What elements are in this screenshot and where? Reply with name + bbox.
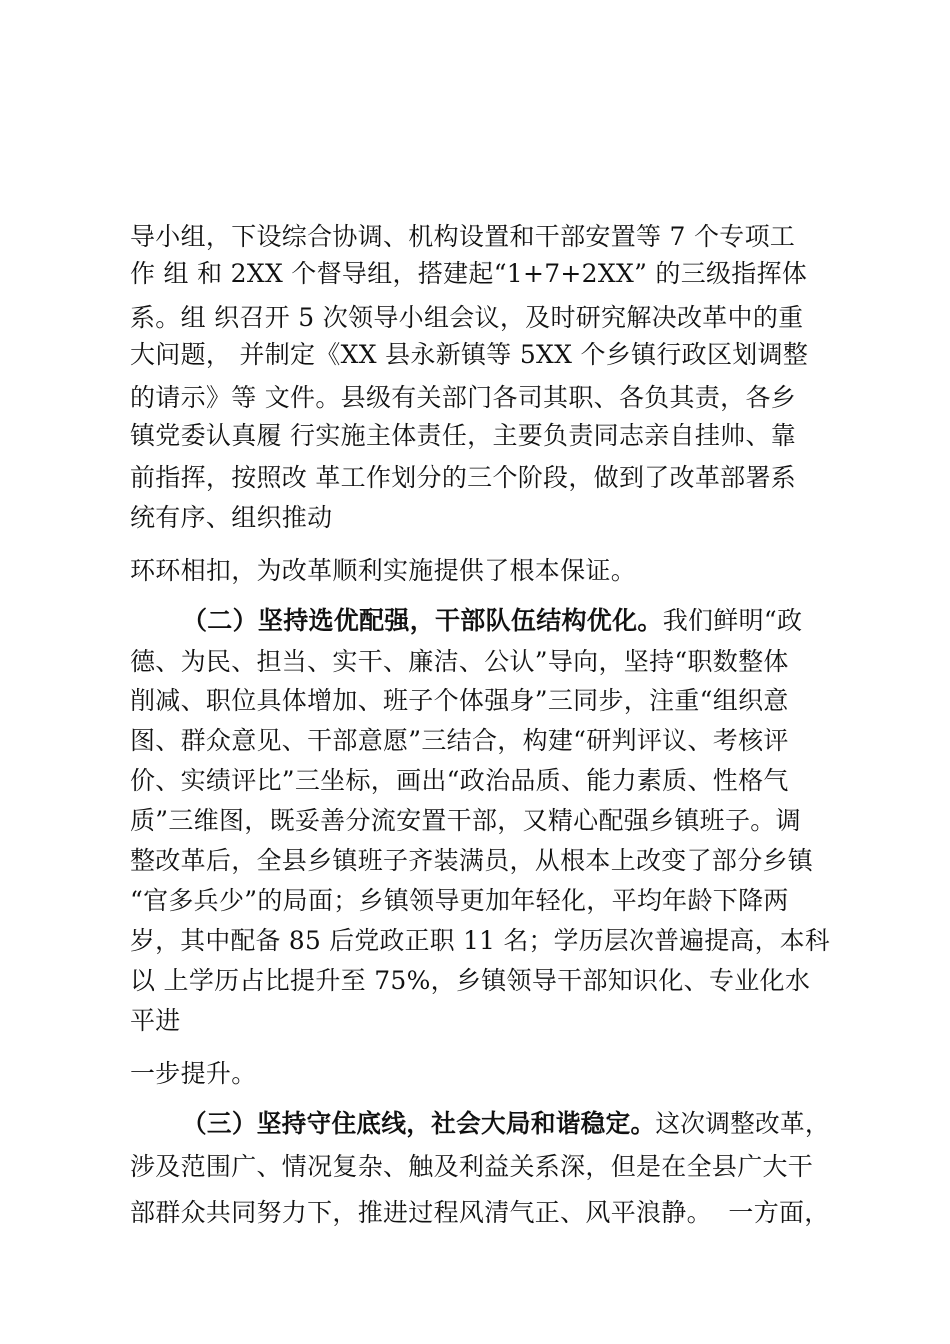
- section-3-text: 这次调整改革，: [655, 1109, 830, 1138]
- section-3-first-line: [182, 1109, 830, 1139]
- section-2-heading: （二）坚持选优配强，干部队伍结构优化。: [182, 606, 663, 635]
- body-text-line: 导小组，下设综合协调、机构设置和干部安置等 7 个专项工: [130, 222, 796, 251]
- body-text-line: 德、为民、担当、实干、廉洁、公认”导向，坚持“职数整体: [130, 647, 789, 676]
- section-3-heading: （三）坚持守住底线，社会大局和谐稳定。: [182, 1109, 656, 1138]
- section-2-text: 我们鲜明“政: [662, 606, 803, 635]
- body-text-line: 一步提升。: [130, 1059, 257, 1088]
- body-text-line: 作 组 和 2XX 个督导组，搭建起“1+7+2XX” 的三级指挥体: [130, 259, 808, 288]
- body-text-line: 前指挥，按照改 革工作划分的三个阶段，做到了改革部署系: [130, 463, 797, 492]
- body-text-line: 以 上学历占比提升至 75%，乡镇领导干部知识化、专业化水: [130, 966, 811, 995]
- section-2-first-line: [182, 606, 802, 636]
- body-text-line: 岁，其中配备 85 后党政正职 11 名；学历层次普遍提高，本科: [130, 926, 831, 955]
- body-text-line: 价、实绩评比”三坐标，画出“政治品质、能力素质、性格气: [130, 766, 789, 795]
- body-text-line: 统有序、组织推动: [130, 503, 333, 532]
- body-text-line: 平进: [130, 1006, 181, 1035]
- body-text-line: 大问题， 并制定《XX 县永新镇等 5XX 个乡镇行政区划调整: [130, 340, 809, 369]
- body-text-line: 的请示》等 文件。县级有关部门各司其职、各负其责，各乡: [130, 383, 797, 412]
- body-text-line: 系。组 织召开 5 次领导小组会议，及时研究解决改革中的重: [130, 303, 804, 332]
- body-text-line: 图、群众意见、干部意愿”三结合，构建“研判评议、考核评: [130, 726, 789, 755]
- body-text-line: “官多兵少”的局面；乡镇领导更加年轻化，平均年龄下降两: [130, 886, 789, 915]
- body-text-line: 环环相扣，为改革顺利实施提供了根本保证。: [130, 556, 637, 585]
- body-text-line: 镇党委认真履 行实施主体责任，主要负责同志亲自挂帅、靠: [130, 421, 797, 450]
- body-text-line: 质”三维图，既妥善分流安置干部，又精心配强乡镇班子。调: [130, 806, 801, 835]
- body-text-line: 削减、职位具体增加、班子个体强身”三同步，注重“组织意: [130, 686, 789, 715]
- body-text-line: 整改革后，全县乡镇班子齐装满员，从根本上改变了部分乡镇: [130, 846, 814, 875]
- body-text-line: 涉及范围广、情况复杂、触及利益关系深，但是在全县广大干: [130, 1152, 814, 1181]
- body-text-line: 部群众共同努力下，推进过程风清气正、风平浪静。 一方面，: [130, 1198, 830, 1227]
